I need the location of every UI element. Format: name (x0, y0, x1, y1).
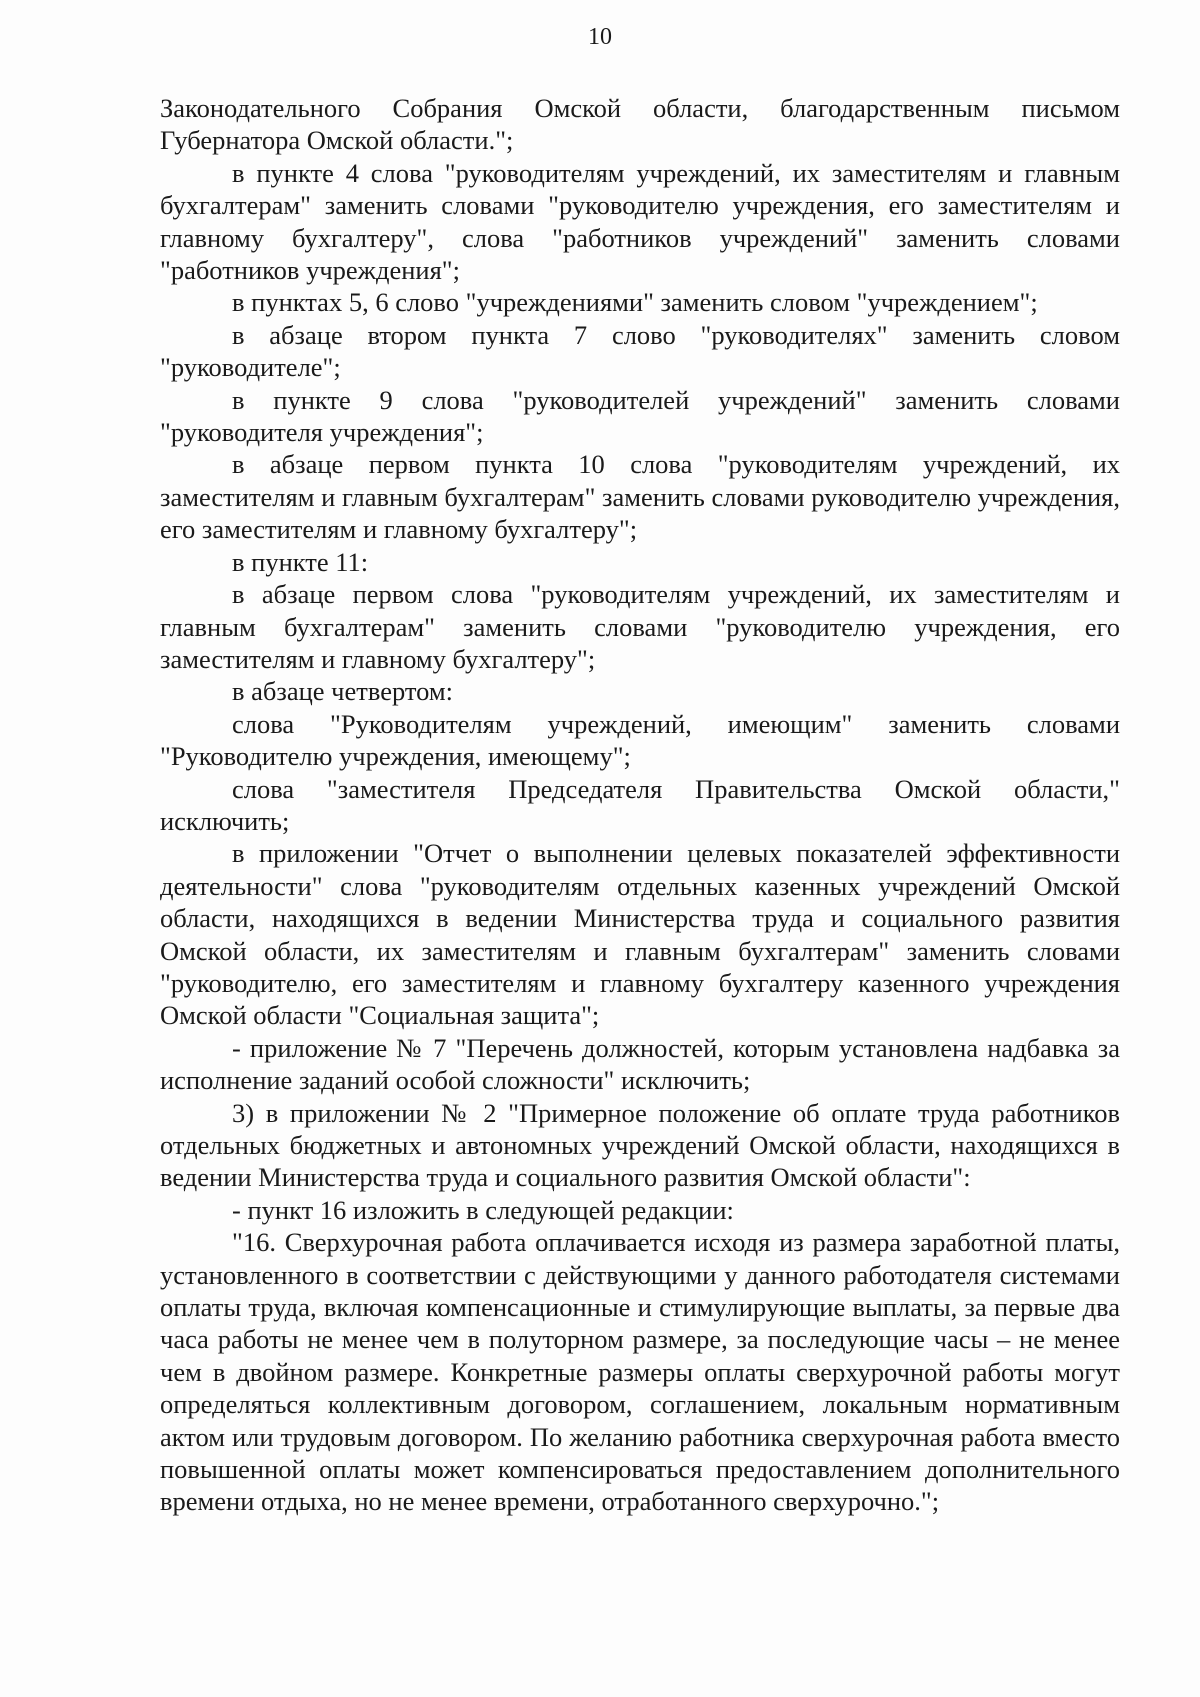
paragraph-4: в абзаце втором пункта 7 слово "руководителях" заменить словом "руководителе"; (160, 319, 1120, 383)
document-body (160, 92, 1120, 1518)
paragraph-15: - пункт 16 изложить в следующей редакции: (232, 1194, 734, 1225)
paragraph-16: "16. Сверхурочная работа оплачивается исходя из размера заработной платы, установленного в соответствии с действующими у данного работодателя системами оплаты труда, включая компенсационные и стимулирующие выплаты, за первые два часа работы не менее чем в полуторном размере, за последующие часы – не менее чем в двойном размере. Конкретные размеры оплаты сверхурочной работы могут определяться коллективным договором, соглашением, локальным нормативным актом или трудовым договором. По желанию работника сверхурочная работа вместо повышенной оплаты может компенсироваться предоставлением дополнительного времени отдыха, но не менее времени, отработанного сверхурочно."; (160, 1227, 1120, 1517)
paragraph-8: в абзаце первом слова "руководителям учреждений, их заместителям и главным бухгалтерам" заменить словами "руководителю учреждения, его заместителям и главному бухгалтеру"; (160, 579, 1120, 674)
paragraph-11: слова "заместителя Председателя Правительства Омской области," исключить; (160, 773, 1120, 836)
paragraph-6: в абзаце первом пункта 10 слова "руководителям учреждений, их заместителям и главным бухгалтерам" заменить словами руководителю учреждения, его заместителям и главному бухгалтеру"; (160, 449, 1120, 545)
paragraph-9: в абзаце четвертом: (232, 676, 453, 707)
paragraph-7: в пункте 11: (232, 546, 369, 577)
paragraph-2: в пункте 4 слова "руководителям учреждений, их заместителям и главным бухгалтерам" заменить словами "руководителю учреждения, его заместителям и главному бухгалтеру", слова "работников учреждений" заменить словами "работников учреждения"; (160, 157, 1120, 286)
paragraph-5: в пункте 9 слова "руководителей учреждений" заменить словами "руководителя учреждения"; (160, 384, 1120, 448)
paragraph-1: Законодательного Собрания Омской области, благодарственным письмом Губернатора Омской области."; (160, 93, 1120, 156)
paragraph-12: в приложении "Отчет о выполнении целевых показателей эффективности деятельности" слова "руководителям отдельных казенных учреждений Омской области, находящихся в ведении Министерства труда и социального развития Омской области, их заместителям и главным бухгалтерам" заменить словами "руководителю, его заместителям и главному бухгалтеру казенного учреждения Омской области "Социальная защита"; (160, 838, 1120, 1031)
paragraph-3: в пунктах 5, 6 слово "учреждениями" заменить словом "учреждением"; (232, 287, 1038, 318)
paragraph-14: 3) в приложении № 2 "Примерное положение об оплате труда работников отдельных бюджетных и автономных учреждений Омской области, находящихся в ведении Министерства труда и социального развития Омской области": (160, 1097, 1120, 1193)
page-number: 10 (588, 24, 612, 50)
paragraph-13: - приложение № 7 "Перечень должностей, которым установлена надбавка за исполнение заданий особой сложности" исключить; (160, 1032, 1120, 1096)
paragraph-10: слова "Руководителям учреждений, имеющим" заменить словами "Руководителю учреждения, имеющему"; (160, 708, 1120, 772)
